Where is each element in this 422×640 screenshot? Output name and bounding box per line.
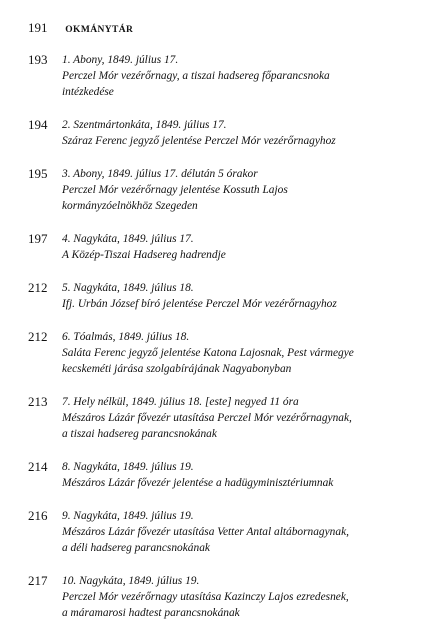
entry-line: A Közép-Tiszai Hadsereg hadrendje [62,249,226,261]
entry-text [62,573,408,621]
entry-page-number: 197 [28,231,48,246]
entry-line: a máramarosi hadtest parancsnokának [62,607,240,619]
entry-page-number: 214 [28,459,48,474]
header-title: OKMÁNYTÁR [65,25,134,35]
entry-page-number: 216 [28,508,48,523]
contents-entry [28,280,408,312]
entry-line: 1. Abony, 1849. július 17. [62,54,179,66]
entry-line: Ifj. Urbán József bíró jelentése Perczel Mór vezérőrnagyhoz [62,298,337,310]
entry-line: 2. Szentmártonkáta, 1849. július 17. [62,119,227,131]
entry-line: Perczel Mór vezérőrnagy, a tiszai hadsereg főparancsnoka [62,70,330,82]
contents-entry [28,394,408,442]
entry-line: 4. Nagykáta, 1849. július 17. [62,233,194,245]
entry-line: Saláta Ferenc jegyző jelentése Katona Lajosnak, Pest vármegye [62,347,354,359]
entry-line: a tiszai hadsereg parancsnokának [62,428,217,440]
entry-text [62,117,408,149]
entry-line: Mészáros Lázár fővezér utasítása Vetter Antal altábornagynak, [62,526,349,538]
entry-line: Perczel Mór vezérőrnagy jelentése Kossuth Lajos [62,184,288,196]
contents-entry [28,231,408,263]
entry-text [62,459,408,491]
contents-entry [28,459,408,491]
entry-text [62,394,408,442]
entry-page-number: 217 [28,573,48,588]
entry-text [62,280,408,312]
entry-line: 3. Abony, 1849. július 17. délután 5 órakor [62,168,258,180]
contents-entry [28,52,408,100]
entry-line: 7. Hely nélkül, 1849. július 18. [este] negyed 11 óra [62,396,299,408]
entry-page-number: 213 [28,394,48,409]
header-page-number: 191 [28,20,48,35]
entry-line: 6. Tóalmás, 1849. július 18. [62,331,190,343]
entry-line: a déli hadsereg parancsnokának [62,542,210,554]
contents-entry [28,329,408,377]
entry-line: 8. Nagykáta, 1849. július 19. [62,461,194,473]
entry-page-number: 212 [28,329,48,344]
entry-line: Mészáros Lázár fővezér jelentése a hadügyminisztériumnak [62,477,334,489]
entry-line: kecskeméti járása szolgabírájának Nagyabonyban [62,363,292,375]
entry-line: Perczel Mór vezérőrnagy utasítása Kazinczy Lajos ezredesnek, [62,591,349,603]
entry-line: Mészáros Lázár fővezér utasítása Perczel Mór vezérőrnagynak, [62,412,352,424]
entry-text [62,166,408,214]
entry-page-number: 194 [28,117,48,132]
entry-line: intézkedése [62,86,114,98]
contents-entry [28,508,408,556]
entry-text [62,508,408,556]
entry-text [62,231,408,263]
entry-page-number: 212 [28,280,48,295]
contents-list [28,52,408,638]
entry-page-number: 195 [28,166,48,181]
entry-page-number: 193 [28,52,48,67]
contents-entry [28,166,408,214]
entry-text [62,52,408,100]
entry-line: kormányzóelnökhöz Szegeden [62,200,198,212]
contents-entry [28,573,408,621]
entry-line: 5. Nagykáta, 1849. július 18. [62,282,194,294]
entry-line: 10. Nagykáta, 1849. július 19. [62,575,200,587]
contents-entry [28,117,408,149]
entry-text [62,329,408,377]
entry-line: 9. Nagykáta, 1849. július 19. [62,510,194,522]
entry-line: Száraz Ferenc jegyző jelentése Perczel Mór vezérőrnagyhoz [62,135,336,147]
running-header [28,20,133,36]
